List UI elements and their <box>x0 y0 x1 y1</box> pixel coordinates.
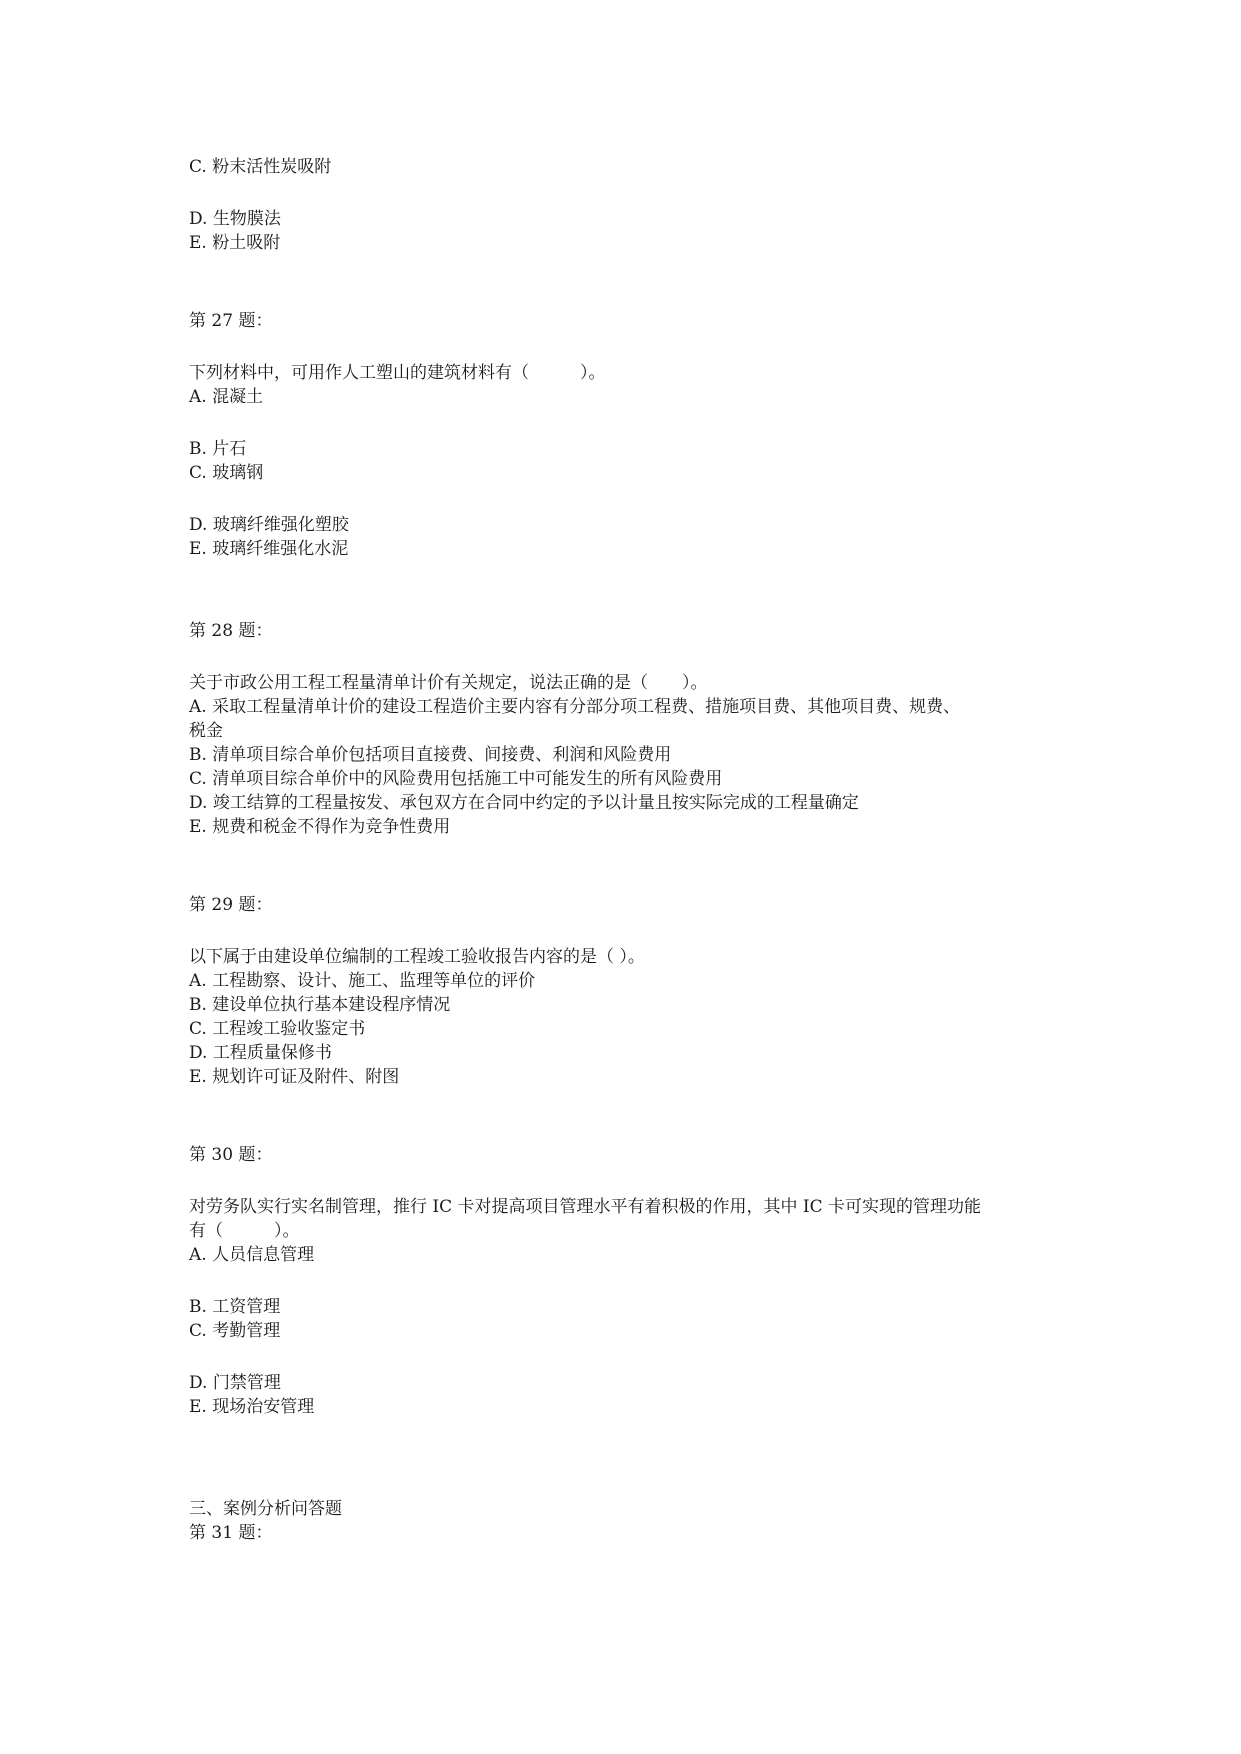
q30-heading: 第 30 题： <box>189 1145 273 1165</box>
q30-option-b: B. 工资管理 <box>189 1297 281 1317</box>
q28-option-d: D. 竣工结算的工程量按发、承包双方在合同中约定的予以计量且按实际完成的工程量确定 <box>189 793 859 813</box>
q30-option-c: C. 考勤管理 <box>189 1321 281 1341</box>
q30-option-d: D. 门禁管理 <box>189 1373 281 1393</box>
q30-option-e: E. 现场治安管理 <box>189 1397 315 1417</box>
q29-option-e: E. 规划许可证及附件、附图 <box>189 1067 400 1087</box>
q29-option-a: A. 工程勘察、设计、施工、监理等单位的评价 <box>189 971 536 991</box>
q28-option-c: C. 清单项目综合单价中的风险费用包括施工中可能发生的所有风险费用 <box>189 769 723 789</box>
q29-heading: 第 29 题： <box>189 895 273 915</box>
q30-stem-line2: 有（ ）。 <box>189 1221 300 1241</box>
q28-option-b: B. 清单项目综合单价包括项目直接费、间接费、利润和风险费用 <box>189 745 672 765</box>
q27-option-c: C. 玻璃钢 <box>189 463 264 483</box>
q27-option-b: B. 片石 <box>189 439 247 459</box>
q27-stem: 下列材料中，可用作人工塑山的建筑材料有（ ）。 <box>189 363 606 383</box>
q27-option-e: E. 玻璃纤维强化水泥 <box>189 539 349 559</box>
section3-heading: 三、案例分析问答题 <box>189 1499 342 1519</box>
q27-option-d: D. 玻璃纤维强化塑胶 <box>189 515 349 535</box>
q30-stem-line1: 对劳务队实行实名制管理，推行 IC 卡对提高项目管理水平有着积极的作用，其中 IC 卡可实现的管理功能 <box>189 1197 982 1217</box>
q29-option-b: B. 建设单位执行基本建设程序情况 <box>189 995 451 1015</box>
q27-heading: 第 27 题： <box>189 311 273 331</box>
q30-option-a: A. 人员信息管理 <box>189 1245 315 1265</box>
q28-stem: 关于市政公用工程工程量清单计价有关规定，说法正确的是（ ）。 <box>189 673 708 693</box>
q26-option-c: C. 粉末活性炭吸附 <box>189 157 332 177</box>
q29-option-c: C. 工程竣工验收鉴定书 <box>189 1019 366 1039</box>
q31-heading: 第 31 题： <box>189 1523 273 1543</box>
q28-option-a-line1: A. 采取工程量清单计价的建设工程造价主要内容有分部分项工程费、措施项目费、其他项目费、规费、 <box>189 697 961 717</box>
q27-option-a: A. 混凝土 <box>189 387 264 407</box>
q28-heading: 第 28 题： <box>189 621 273 641</box>
q28-option-a-line2: 税金 <box>189 721 223 741</box>
q29-stem: 以下属于由建设单位编制的工程竣工验收报告内容的是（ ）。 <box>189 947 645 967</box>
q26-option-e: E. 粉土吸附 <box>189 233 281 253</box>
q29-option-d: D. 工程质量保修书 <box>189 1043 332 1063</box>
q26-option-d: D. 生物膜法 <box>189 209 281 229</box>
q28-option-e: E. 规费和税金不得作为竞争性费用 <box>189 817 451 837</box>
